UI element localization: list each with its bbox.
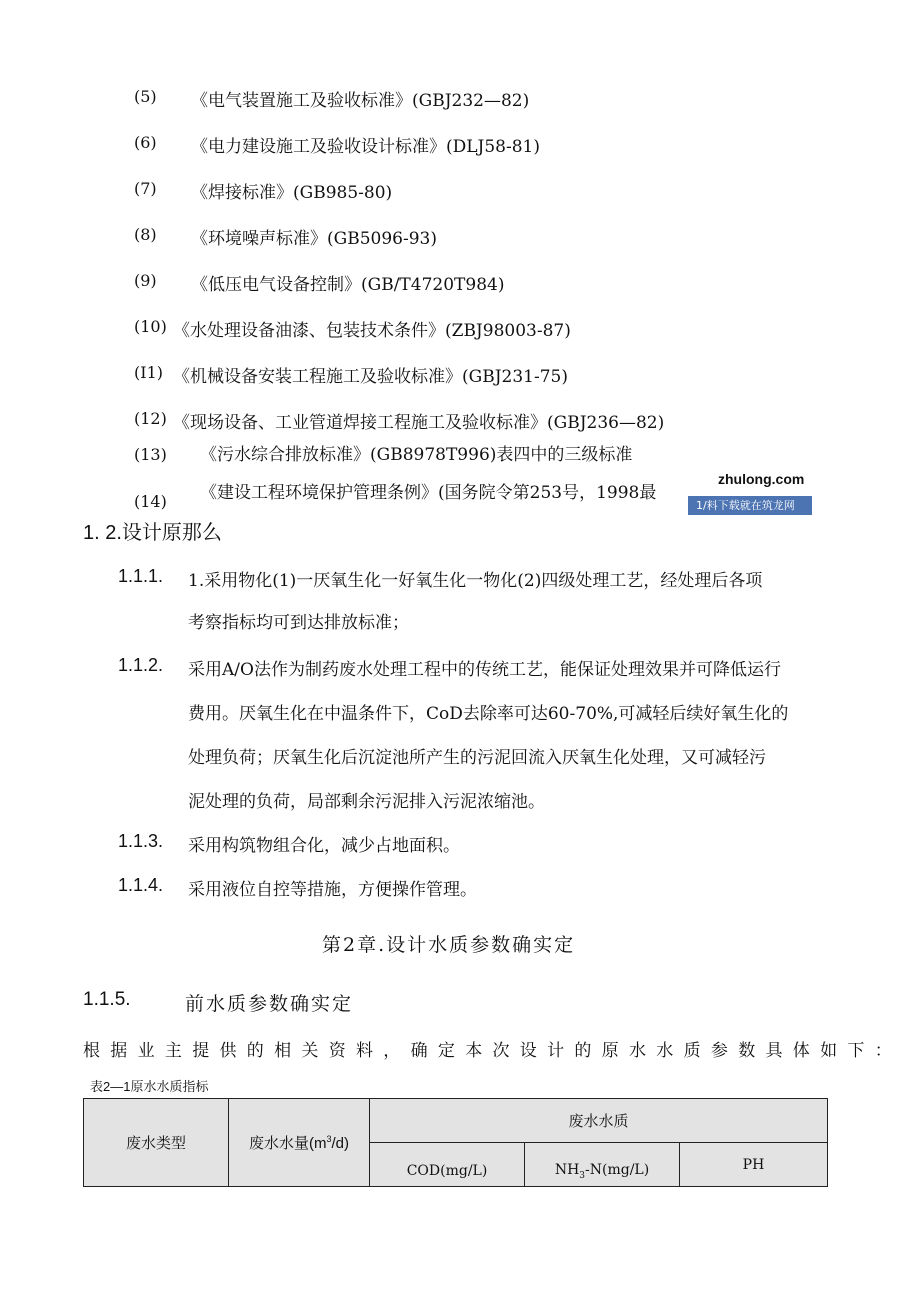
reference-text: 《水处理设备油漆、包装技术条件》(ZBJ98003-87) — [173, 321, 571, 341]
reference-number: (5) — [134, 87, 157, 106]
chapter-heading: 第2章.设计水质参数确实定 — [322, 934, 576, 956]
paragraph-line: 1.采用物化(1)一厌氧生化一好氧生化一物化(2)四级处理工艺，经处理后各项 — [188, 571, 763, 591]
reference-text: 《电气装置施工及验收标准》(GBJ232—82) — [191, 91, 530, 111]
paragraph-line: 费用。厌氧生化在中温条件下，CoD去除率可达60-70%,可减轻后续好氧生化的 — [188, 704, 789, 724]
watermark-site: zhulong.com — [718, 471, 805, 487]
reference-text: 《电力建设施工及验收设计标准》(DLJ58-81) — [191, 137, 541, 157]
subsection-title: 前水质参数确实定 — [185, 993, 354, 1015]
paragraph-line: 采用A/O法作为制药废水处理工程中的传统工艺，能保证处理效果并可降低运行 — [188, 660, 781, 680]
reference-text: 《现场设备、工业管道焊接工程施工及验收标准》(GBJ236—82) — [173, 413, 665, 433]
header-ph: PH — [680, 1143, 828, 1187]
paragraph-line: 处理负荷；厌氧生化后沉淀池所产生的污泥回流入厌氧生化处理，又可减轻污 — [188, 748, 766, 768]
intro-paragraph: 根据业主提供的相关资料，确定本次设计的原水水质参数具体如下： — [83, 1041, 902, 1061]
nh3-unit: -N(mg/L) — [585, 1161, 650, 1178]
header-water-flow — [229, 1099, 370, 1187]
reference-number: (14) — [134, 492, 167, 511]
reference-text: 《污水综合排放标准》(GB8978T996)表四中的三级标准 — [200, 445, 633, 465]
section-title: 设计原那么 — [121, 520, 222, 544]
header-nh3n — [525, 1143, 680, 1187]
reference-text: 《焊接标准》(GB985-80) — [191, 183, 393, 203]
reference-number: (I1) — [134, 363, 163, 382]
reference-number: (7) — [134, 179, 157, 198]
header-water-quality: 废水水质 — [370, 1099, 828, 1143]
flow-unit-sup: 3 — [326, 1134, 332, 1144]
section-number: 1. 2. — [83, 522, 122, 544]
reference-text: 《建设工程环境保护管理条例》(国务院令第253号，1998最 — [200, 483, 657, 503]
reference-text: 《低压电气设备控制》(GB/T4720T984) — [191, 275, 505, 295]
paragraph-line: 采用构筑物组合化，减少占地面积。 — [188, 836, 460, 856]
reference-text: 《机械设备安装工程施工及验收标准》(GBJ231-75) — [173, 367, 568, 387]
reference-number: (10) — [134, 317, 167, 336]
paragraph-line: 泥处理的负荷，局部剩余污泥排入污泥浓缩池。 — [188, 792, 545, 812]
watermark-banner — [688, 496, 812, 515]
water-quality-table — [83, 1098, 828, 1187]
reference-number: (8) — [134, 225, 157, 244]
section-heading — [83, 516, 222, 545]
paragraph-line: 采用液位自控等措施，方便操作管理。 — [188, 880, 477, 900]
reference-number: (12) — [134, 409, 167, 428]
nh3-label: NH — [554, 1161, 580, 1178]
reference-number: (6) — [134, 133, 157, 152]
header-cod: COD(mg/L) — [370, 1143, 525, 1187]
reference-text: 《环境噪声标准》(GB5096-93) — [191, 229, 437, 249]
nh3-sub: 3 — [579, 1170, 586, 1181]
subsection-number: 1.1.5. — [83, 989, 131, 1010]
header-waste-type: 废水类型 — [84, 1099, 229, 1187]
subsection-number: 1.1.4. — [118, 875, 164, 895]
subsection-number: 1.1.3. — [118, 831, 164, 851]
table-caption: 表2—1原水水质指标 — [90, 1079, 209, 1094]
flow-unit: /d) — [331, 1135, 350, 1152]
watermark-tagline: 1/料下载就在筑龙网 — [696, 499, 795, 512]
paragraph-line: 考察指标均可到达排放标准； — [188, 613, 409, 633]
reference-number: (9) — [134, 271, 157, 290]
subsection-number: 1.1.1. — [118, 566, 164, 586]
reference-number: (13) — [134, 445, 167, 464]
subsection-number: 1.1.2. — [118, 655, 164, 675]
flow-label: 废水水量(m — [248, 1135, 327, 1152]
